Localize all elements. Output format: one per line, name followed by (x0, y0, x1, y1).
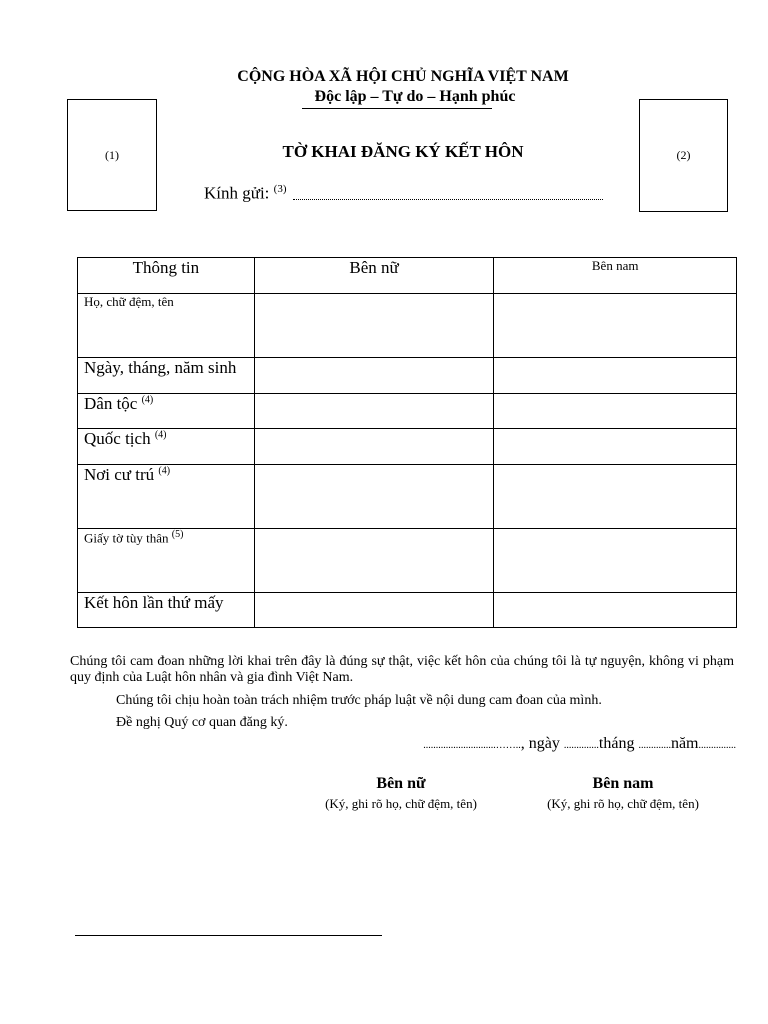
table-row (78, 358, 737, 394)
year-dots[interactable]: ............... (698, 740, 736, 751)
row-label-text: Giấy tờ tùy thân (84, 530, 169, 546)
table-row (78, 394, 737, 429)
female-cell[interactable] (254, 429, 494, 465)
declaration-paragraph-3: Đề nghị Quý cơ quan đăng ký. (116, 715, 288, 730)
female-cell[interactable] (254, 529, 494, 593)
table-header-row (78, 258, 737, 294)
month-dots[interactable]: ............. (638, 740, 671, 751)
place-dots[interactable]: .............................…….. (423, 740, 521, 751)
row-label-text: Kết hôn lần thứ mấy (84, 593, 224, 612)
row-note: (4) (141, 394, 154, 406)
declaration-paragraph-2: Chúng tôi chịu hoàn toàn trách nhiệm trước pháp luật về nội dung cam đoan của mình. (116, 693, 602, 708)
motto-header: Độc lập – Tự do – Hạnh phúc (314, 88, 516, 105)
row-note: (4) (154, 429, 167, 441)
table-row (78, 429, 737, 465)
male-cell[interactable] (494, 294, 737, 358)
signature-male-title: Bên nam (592, 775, 654, 792)
row-label-text: Họ, chữ đệm, tên (84, 294, 174, 309)
row-label (78, 529, 255, 593)
male-cell[interactable] (494, 465, 737, 529)
row-label-text: Quốc tịch (84, 429, 151, 448)
date-line (340, 735, 736, 753)
table-row (78, 593, 737, 628)
row-label (78, 593, 255, 628)
header-male: Bên nam (494, 258, 737, 294)
recipient-label: Kính gửi: (204, 183, 270, 203)
header-female: Bên nữ (254, 258, 494, 294)
row-label (78, 465, 255, 529)
header-info: Thông tin (78, 258, 255, 294)
date-year-label: năm (670, 735, 699, 752)
recipient-line (204, 183, 603, 204)
recipient-note: (3) (273, 183, 287, 195)
female-cell[interactable] (254, 358, 494, 394)
day-dots[interactable]: .............. (563, 740, 599, 751)
female-cell[interactable] (254, 394, 494, 429)
row-label (78, 358, 255, 394)
table-row (78, 529, 737, 593)
declaration-paragraph-1: Chúng tôi cam đoan những lời khai trên đây là đúng sự thật, việc kết hôn của chúng tôi là tự nguyện, không vi phạm quy định của Luật hôn nhân và gia đình Việt Nam. (70, 654, 734, 685)
signature-female-note: (Ký, ghi rõ họ, chữ đệm, tên) (325, 796, 477, 811)
row-label (78, 394, 255, 429)
form-title: TỜ KHAI ĐĂNG KÝ KẾT HÔN (282, 142, 524, 161)
table-row (78, 465, 737, 529)
row-label (78, 294, 255, 358)
row-note: (4) (158, 465, 171, 477)
recipient-dotted-field[interactable] (293, 199, 603, 200)
female-cell[interactable] (254, 593, 494, 628)
male-cell[interactable] (494, 529, 737, 593)
nation-header: CỘNG HÒA XÃ HỘI CHỦ NGHĨA VIỆT NAM (237, 68, 569, 85)
row-note: (5) (171, 529, 184, 540)
footnote-separator (75, 935, 382, 936)
male-cell[interactable] (494, 358, 737, 394)
male-cell[interactable] (494, 394, 737, 429)
signature-female-title: Bên nữ (376, 775, 426, 792)
row-label-text: Dân tộc (84, 394, 138, 413)
row-label-text: Ngày, tháng, năm sinh (84, 358, 237, 377)
signature-male-note: (Ký, ghi rõ họ, chữ đệm, tên) (547, 796, 699, 811)
photo-left-label: (1) (105, 147, 119, 162)
photo-right-label: (2) (676, 148, 691, 162)
female-cell[interactable] (254, 465, 494, 529)
table-row (78, 294, 737, 358)
date-day-label: , ngày (520, 735, 560, 752)
date-month-label: tháng (598, 735, 635, 752)
info-table (77, 257, 737, 628)
female-cell[interactable] (254, 294, 494, 358)
male-cell[interactable] (494, 429, 737, 465)
row-label (78, 429, 255, 465)
male-cell[interactable] (494, 593, 737, 628)
row-label-text: Nơi cư trú (84, 465, 155, 484)
motto-underline (302, 108, 492, 109)
